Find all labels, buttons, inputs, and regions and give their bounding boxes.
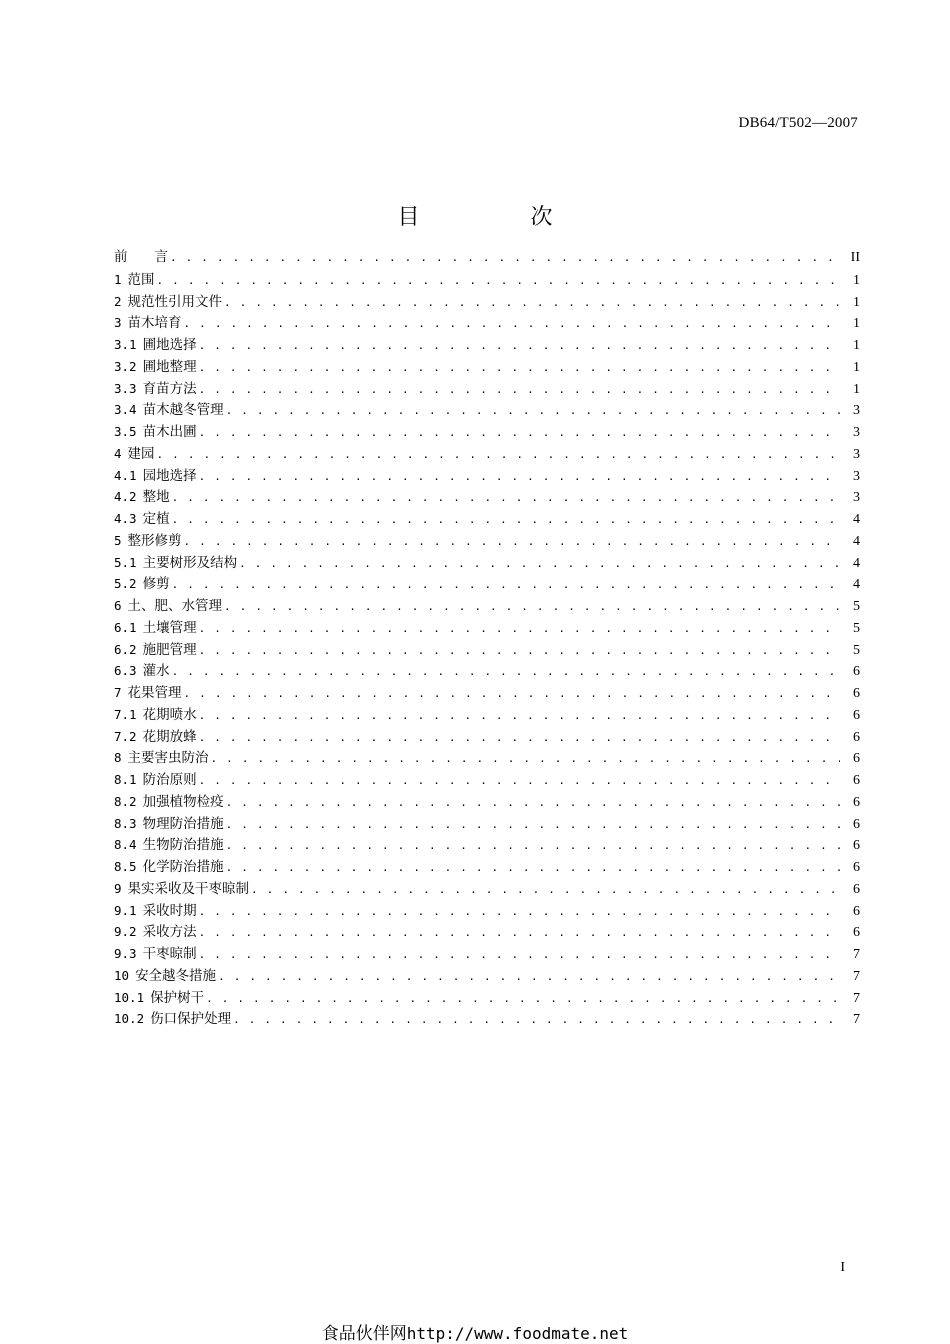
toc-leader-dots — [233, 1009, 840, 1031]
toc-entry-label — [114, 639, 199, 662]
toc-entry-page: 6 — [853, 925, 860, 941]
toc-entry-title: 圃地整理 — [142, 358, 197, 375]
toc-entry[interactable] — [114, 399, 860, 421]
toc-entry-title: 加强植物检疫 — [142, 793, 224, 810]
toc-leader-dots — [224, 596, 840, 618]
toc-entry-label — [114, 987, 206, 1010]
table-of-contents — [114, 247, 860, 1030]
toc-entry-number: 7 — [114, 685, 122, 700]
toc-entry-label — [114, 334, 199, 357]
toc-entry-title: 土壤管理 — [142, 619, 197, 636]
toc-entry-number: 2 — [114, 293, 122, 309]
toc-entry-label — [114, 682, 184, 705]
toc-entry-title: 干枣晾制 — [142, 946, 197, 962]
toc-leader-dots — [226, 835, 840, 857]
toc-entry-page: 6 — [853, 860, 860, 875]
toc-entry-title: 施肥管理 — [142, 641, 197, 658]
toc-entry-label — [114, 856, 226, 879]
toc-entry-number: 6 — [114, 598, 122, 613]
toc-entry-title: 范围 — [127, 271, 155, 288]
toc-entry-page: 4 — [853, 533, 860, 549]
toc-leader-dots — [184, 683, 840, 705]
toc-entry[interactable] — [114, 639, 860, 661]
toc-entry-number: 9.2 — [114, 924, 137, 940]
toc-entry-title: 安全越冬措施 — [135, 967, 217, 984]
toc-entry[interactable] — [114, 465, 860, 487]
toc-entry-page: 6 — [853, 794, 860, 810]
toc-entry-page: 3 — [853, 425, 860, 440]
toc-entry[interactable] — [114, 769, 860, 791]
toc-entry-page: 6 — [853, 816, 860, 832]
toc-entry-number: 8.1 — [114, 772, 137, 787]
toc-entry-label — [114, 921, 199, 944]
toc-entry-page: 4 — [853, 555, 860, 571]
toc-entry-number: 8.5 — [114, 859, 137, 874]
toc-entry-title: 果实采收及干枣晾制 — [127, 880, 250, 897]
toc-entry-title: 保护树干 — [150, 989, 205, 1006]
toc-entry[interactable] — [114, 747, 860, 769]
toc-entry-title: 花期喷水 — [142, 706, 197, 723]
toc-leader-dots — [199, 422, 840, 444]
toc-entry-title: 育苗方法 — [142, 380, 197, 397]
toc-leader-dots — [226, 792, 840, 814]
toc-leader-dots — [199, 335, 840, 357]
toc-entry-number: 4 — [114, 445, 122, 461]
toc-entry-label — [114, 552, 239, 575]
toc-entry-label — [114, 704, 199, 727]
toc-entry-label — [114, 834, 226, 857]
toc-entry[interactable] — [114, 443, 860, 465]
toc-entry[interactable] — [114, 486, 860, 508]
toc-entry-page: 5 — [853, 620, 860, 636]
toc-entry-title: 修剪 — [142, 576, 170, 593]
toc-entry[interactable] — [114, 682, 860, 704]
toc-entry-label — [114, 269, 157, 292]
toc-entry-title: 前 言 — [114, 249, 168, 265]
toc-entry[interactable] — [114, 726, 860, 748]
toc-entry[interactable] — [114, 247, 860, 269]
toc-leader-dots — [226, 400, 840, 422]
toc-entry-title: 采收方法 — [142, 924, 197, 941]
toc-entry-number: 3.5 — [114, 424, 137, 439]
toc-entry[interactable] — [114, 704, 860, 726]
toc-entry-number: 6.2 — [114, 641, 137, 657]
toc-entry-label — [114, 356, 199, 379]
toc-leader-dots — [199, 901, 840, 923]
toc-entry-title: 苗木越冬管理 — [142, 402, 224, 419]
toc-entry-label — [114, 378, 199, 401]
toc-entry-page: 3 — [853, 403, 860, 419]
toc-entry-title: 灌水 — [142, 663, 170, 680]
toc-leader-dots — [170, 247, 840, 269]
toc-entry-label — [114, 791, 226, 814]
page-title: 目 次 — [397, 205, 605, 230]
toc-entry-label — [114, 312, 184, 335]
toc-entry[interactable] — [114, 269, 860, 291]
toc-leader-dots — [172, 487, 840, 509]
toc-entry-title: 物理防治措施 — [142, 815, 224, 832]
toc-entry-number: 3.2 — [114, 358, 137, 374]
toc-entry-label — [114, 486, 172, 509]
toc-entry-label — [114, 247, 170, 269]
toc-entry-page: 7 — [853, 968, 860, 984]
toc-entry[interactable] — [114, 856, 860, 878]
toc-entry-label — [114, 660, 172, 683]
toc-leader-dots — [226, 857, 840, 879]
toc-leader-dots — [199, 379, 840, 401]
toc-entry-number: 10 — [114, 967, 130, 983]
toc-entry-title: 苗木培育 — [127, 315, 182, 332]
toc-leader-dots — [172, 574, 840, 596]
toc-entry-number: 3.4 — [114, 402, 137, 418]
toc-leader-dots — [184, 531, 840, 553]
toc-entry-number: 7.1 — [114, 706, 137, 722]
toc-entry-title: 整形修剪 — [127, 532, 182, 549]
toc-entry-title: 生物防治措施 — [142, 837, 224, 854]
toc-entry[interactable] — [114, 834, 860, 856]
toc-entry-number: 10.2 — [114, 1011, 145, 1027]
toc-entry-page: 6 — [853, 664, 860, 680]
toc-entry-number: 4.3 — [114, 511, 137, 526]
toc-entry-label — [114, 726, 199, 749]
toc-entry-page: 4 — [853, 512, 860, 527]
toc-entry-number: 3.1 — [114, 337, 137, 352]
toc-entry[interactable] — [114, 552, 860, 574]
toc-leader-dots — [226, 814, 840, 836]
toc-leader-dots — [199, 618, 840, 640]
toc-entry-page: 4 — [853, 577, 860, 593]
toc-entry[interactable] — [114, 530, 860, 552]
toc-entry-label — [114, 965, 218, 988]
toc-entry-page: 3 — [853, 446, 860, 462]
toc-leader-dots — [224, 292, 840, 314]
toc-entry[interactable] — [114, 965, 860, 987]
toc-entry-number: 9 — [114, 880, 122, 896]
toc-entry-title: 定植 — [142, 511, 170, 527]
toc-entry-label — [114, 900, 199, 923]
toc-entry-page: 1 — [853, 359, 860, 375]
toc-entry[interactable] — [114, 334, 860, 356]
document-code: DB64/T502—2007 — [738, 115, 858, 131]
footer-watermark — [0, 1324, 950, 1344]
toc-entry-number: 10.1 — [114, 989, 145, 1005]
toc-entry[interactable] — [114, 987, 860, 1009]
toc-entry-label — [114, 769, 199, 792]
toc-entry-number: 4.2 — [114, 489, 137, 505]
toc-entry-number: 8 — [114, 750, 122, 766]
toc-entry-page: 6 — [853, 773, 860, 788]
footer-site-name: 食品伙伴网 — [321, 1324, 407, 1344]
toc-entry-page: 1 — [853, 294, 860, 310]
toc-leader-dots — [251, 879, 840, 901]
toc-entry-label — [114, 291, 224, 314]
toc-entry[interactable] — [114, 921, 860, 943]
toc-entry-title: 土、肥、水管理 — [127, 598, 223, 614]
toc-entry-page: 1 — [853, 381, 860, 397]
toc-entry-page: 1 — [853, 316, 860, 332]
toc-entry-label — [114, 1008, 233, 1031]
toc-entry[interactable] — [114, 312, 860, 334]
toc-entry-number: 5.1 — [114, 554, 137, 570]
toc-entry[interactable] — [114, 943, 860, 965]
toc-entry-page: 5 — [853, 599, 860, 614]
toc-entry[interactable] — [114, 617, 860, 639]
toc-leader-dots — [157, 444, 840, 466]
toc-leader-dots — [199, 705, 840, 727]
toc-leader-dots — [199, 770, 840, 792]
toc-entry-label — [114, 617, 199, 640]
toc-entry-title: 伤口保护处理 — [150, 1011, 232, 1028]
toc-entry-label — [114, 878, 251, 901]
toc-entry[interactable] — [114, 508, 860, 530]
toc-leader-dots — [199, 640, 840, 662]
toc-entry-page: 6 — [853, 903, 860, 919]
toc-entry-title: 建园 — [127, 445, 155, 462]
toc-entry[interactable] — [114, 291, 860, 313]
toc-entry-title: 采收时期 — [142, 902, 197, 919]
toc-entry[interactable] — [114, 595, 860, 617]
toc-entry-number: 9.1 — [114, 902, 137, 918]
toc-entry[interactable] — [114, 573, 860, 595]
footer-url-link[interactable]: http://www.foodmate.net — [406, 1324, 629, 1343]
toc-entry-number: 6.1 — [114, 619, 137, 635]
toc-entry-title: 防治原则 — [142, 772, 197, 788]
toc-leader-dots — [211, 748, 840, 770]
toc-entry-label — [114, 747, 211, 770]
toc-entry-number: 9.3 — [114, 946, 137, 961]
toc-entry-page: 7 — [853, 947, 860, 962]
toc-entry-page: II — [850, 250, 860, 265]
toc-entry-title: 主要树形及结构 — [142, 554, 238, 571]
toc-leader-dots — [199, 466, 840, 488]
toc-entry[interactable] — [114, 660, 860, 682]
toc-entry-title: 花期放蜂 — [142, 728, 197, 745]
toc-entry-page: 1 — [853, 272, 860, 288]
toc-entry-label — [114, 813, 226, 836]
toc-entry[interactable] — [114, 900, 860, 922]
toc-entry-label — [114, 573, 172, 596]
toc-entry-title: 园地选择 — [142, 467, 197, 484]
toc-entry-page: 6 — [853, 751, 860, 767]
toc-leader-dots — [239, 553, 840, 575]
toc-entry-page: 6 — [853, 707, 860, 723]
toc-entry-number: 5.2 — [114, 576, 137, 592]
toc-entry[interactable] — [114, 421, 860, 443]
toc-entry-page: 6 — [853, 729, 860, 745]
toc-leader-dots — [184, 313, 840, 335]
toc-entry-page: 1 — [853, 338, 860, 353]
toc-entry-number: 8.4 — [114, 837, 137, 853]
toc-entry[interactable] — [114, 378, 860, 400]
toc-entry[interactable] — [114, 791, 860, 813]
toc-entry-label — [114, 530, 184, 553]
toc-entry-label — [114, 943, 199, 966]
toc-entry-number: 4.1 — [114, 467, 137, 483]
toc-leader-dots — [199, 357, 840, 379]
toc-entry-label — [114, 595, 224, 618]
toc-entry-page: 7 — [853, 990, 860, 1006]
toc-entry-number: 8.3 — [114, 815, 137, 831]
toc-entry-number: 8.2 — [114, 793, 137, 809]
toc-entry-title: 圃地选择 — [142, 337, 197, 353]
toc-entry-page: 6 — [853, 881, 860, 897]
toc-leader-dots — [172, 661, 840, 683]
page-number: I — [840, 1260, 845, 1275]
toc-entry-label — [114, 508, 172, 531]
toc-entry-label — [114, 421, 199, 444]
toc-entry[interactable] — [114, 1008, 860, 1030]
toc-entry-page: 3 — [853, 468, 860, 484]
toc-entry[interactable] — [114, 878, 860, 900]
toc-entry-title: 苗木出圃 — [142, 424, 197, 440]
toc-entry-title: 规范性引用文件 — [127, 293, 223, 310]
toc-leader-dots — [199, 922, 840, 944]
toc-leader-dots — [199, 727, 840, 749]
toc-leader-dots — [199, 944, 840, 966]
toc-leader-dots — [206, 988, 840, 1010]
toc-entry-title: 主要害虫防治 — [127, 750, 209, 767]
toc-entry-label — [114, 443, 157, 466]
toc-entry-title: 花果管理 — [127, 685, 182, 701]
toc-entry-number: 6.3 — [114, 663, 137, 679]
toc-leader-dots — [157, 270, 840, 292]
toc-entry-page: 3 — [853, 490, 860, 506]
toc-entry-number: 5 — [114, 532, 122, 548]
toc-entry-number: 3.3 — [114, 380, 137, 396]
toc-entry-title: 化学防治措施 — [142, 859, 224, 875]
toc-entry[interactable] — [114, 356, 860, 378]
toc-entry-label — [114, 465, 199, 488]
toc-entry-number: 7.2 — [114, 728, 137, 744]
toc-entry-page: 6 — [853, 686, 860, 701]
toc-entry-page: 7 — [853, 1012, 860, 1028]
toc-leader-dots — [172, 509, 840, 531]
toc-leader-dots — [218, 966, 840, 988]
toc-entry-title: 整地 — [142, 489, 170, 506]
toc-entry[interactable] — [114, 813, 860, 835]
toc-entry-label — [114, 399, 226, 422]
toc-entry-page: 5 — [853, 642, 860, 658]
toc-entry-number: 3 — [114, 315, 122, 331]
toc-entry-number: 1 — [114, 271, 122, 287]
toc-entry-page: 6 — [853, 838, 860, 854]
